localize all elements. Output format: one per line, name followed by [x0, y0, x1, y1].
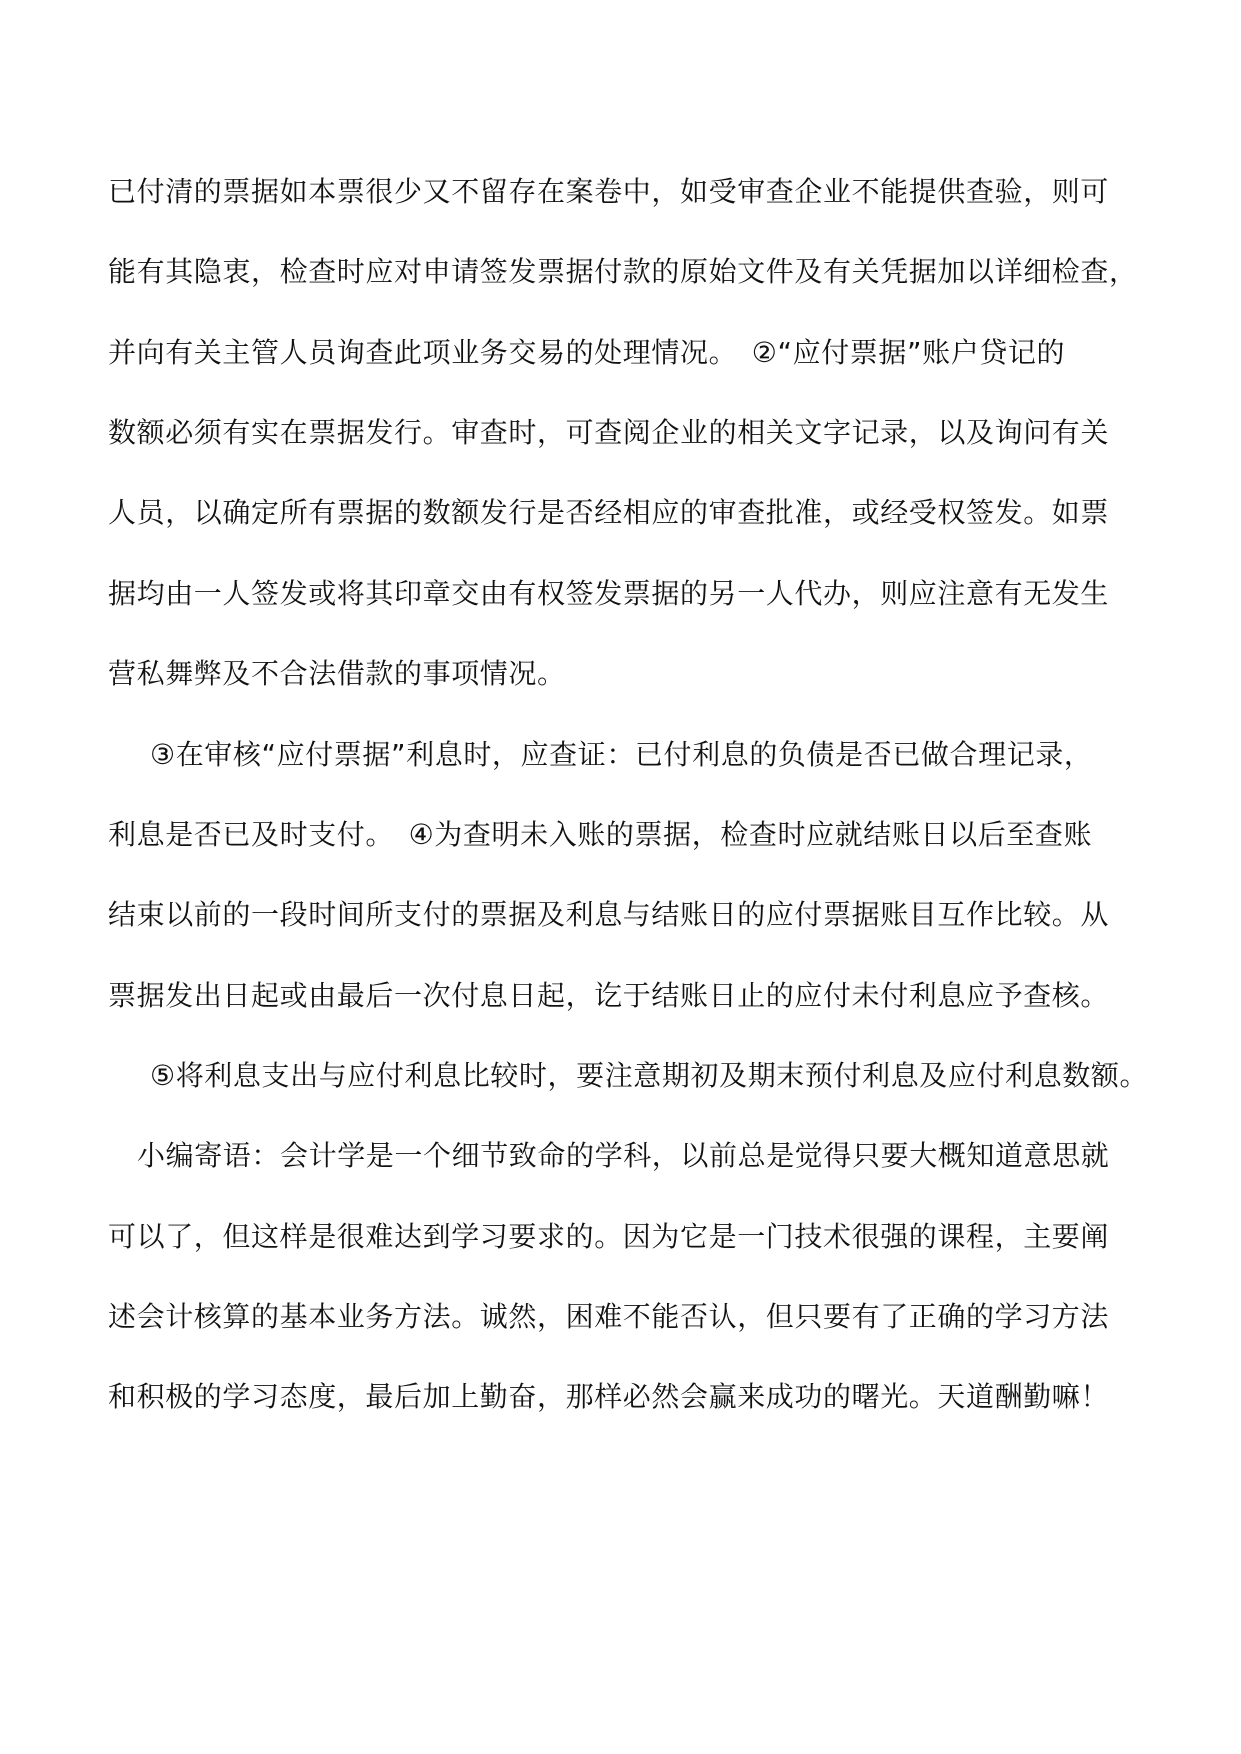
paragraph-line-4: 数额必须有实在票据发行。审查时，可查阅企业的相关文字记录，以及询问有关 [108, 416, 1110, 449]
paragraph-line-9: 利息是否已及时支付。 ④为查明未入账的票据，检查时应就结账日以后至查账 [108, 818, 1093, 851]
paragraph-line-8: ③在审核“应付票据”利息时，应查证：已付利息的负债是否已做合理记录， [150, 738, 1093, 771]
paragraph-line-10: 结束以前的一段时间所支付的票据及利息与结账日的应付票据账目互作比较。从 [108, 898, 1110, 931]
editor-note-line-1: 小编寄语：会计学是一个细节致命的学科，以前总是觉得只要大概知道意思就 [137, 1139, 1110, 1172]
editor-note-line-4: 和积极的学习态度，最后加上勤奋，那样必然会赢来成功的曙光。天道酬勤嘛！ [108, 1380, 1110, 1413]
editor-note-line-3: 述会计核算的基本业务方法。诚然，困难不能否认，但只要有了正确的学习方法 [108, 1300, 1110, 1333]
editor-note-line-2: 可以了，但这样是很难达到学习要求的。因为它是一门技术很强的课程，主要阐 [108, 1220, 1110, 1253]
paragraph-line-11: 票据发出日起或由最后一次付息日起，讫于结账日止的应付未付利息应予查核。 [108, 979, 1110, 1012]
paragraph-line-12: ⑤将利息支出与应付利息比较时，要注意期初及期末预付利息及应付利息数额。 [150, 1059, 1149, 1092]
paragraph-line-7: 营私舞弊及不合法借款的事项情况。 [108, 657, 566, 690]
paragraph-line-3: 并向有关主管人员询查此项业务交易的处理情况。 ②“应付票据”账户贷记的 [108, 336, 1066, 369]
paragraph-line-6: 据均由一人签发或将其印章交由有权签发票据的另一人代办，则应注意有无发生 [108, 577, 1110, 610]
paragraph-line-1: 已付清的票据如本票很少又不留存在案卷中，如受审查企业不能提供查验，则可 [108, 175, 1110, 208]
paragraph-line-5: 人员，以确定所有票据的数额发行是否经相应的审查批准，或经受权签发。如票 [108, 496, 1110, 529]
paragraph-line-2: 能有其隐衷，检查时应对申请签发票据付款的原始文件及有关凭据加以详细检查， [108, 255, 1138, 288]
